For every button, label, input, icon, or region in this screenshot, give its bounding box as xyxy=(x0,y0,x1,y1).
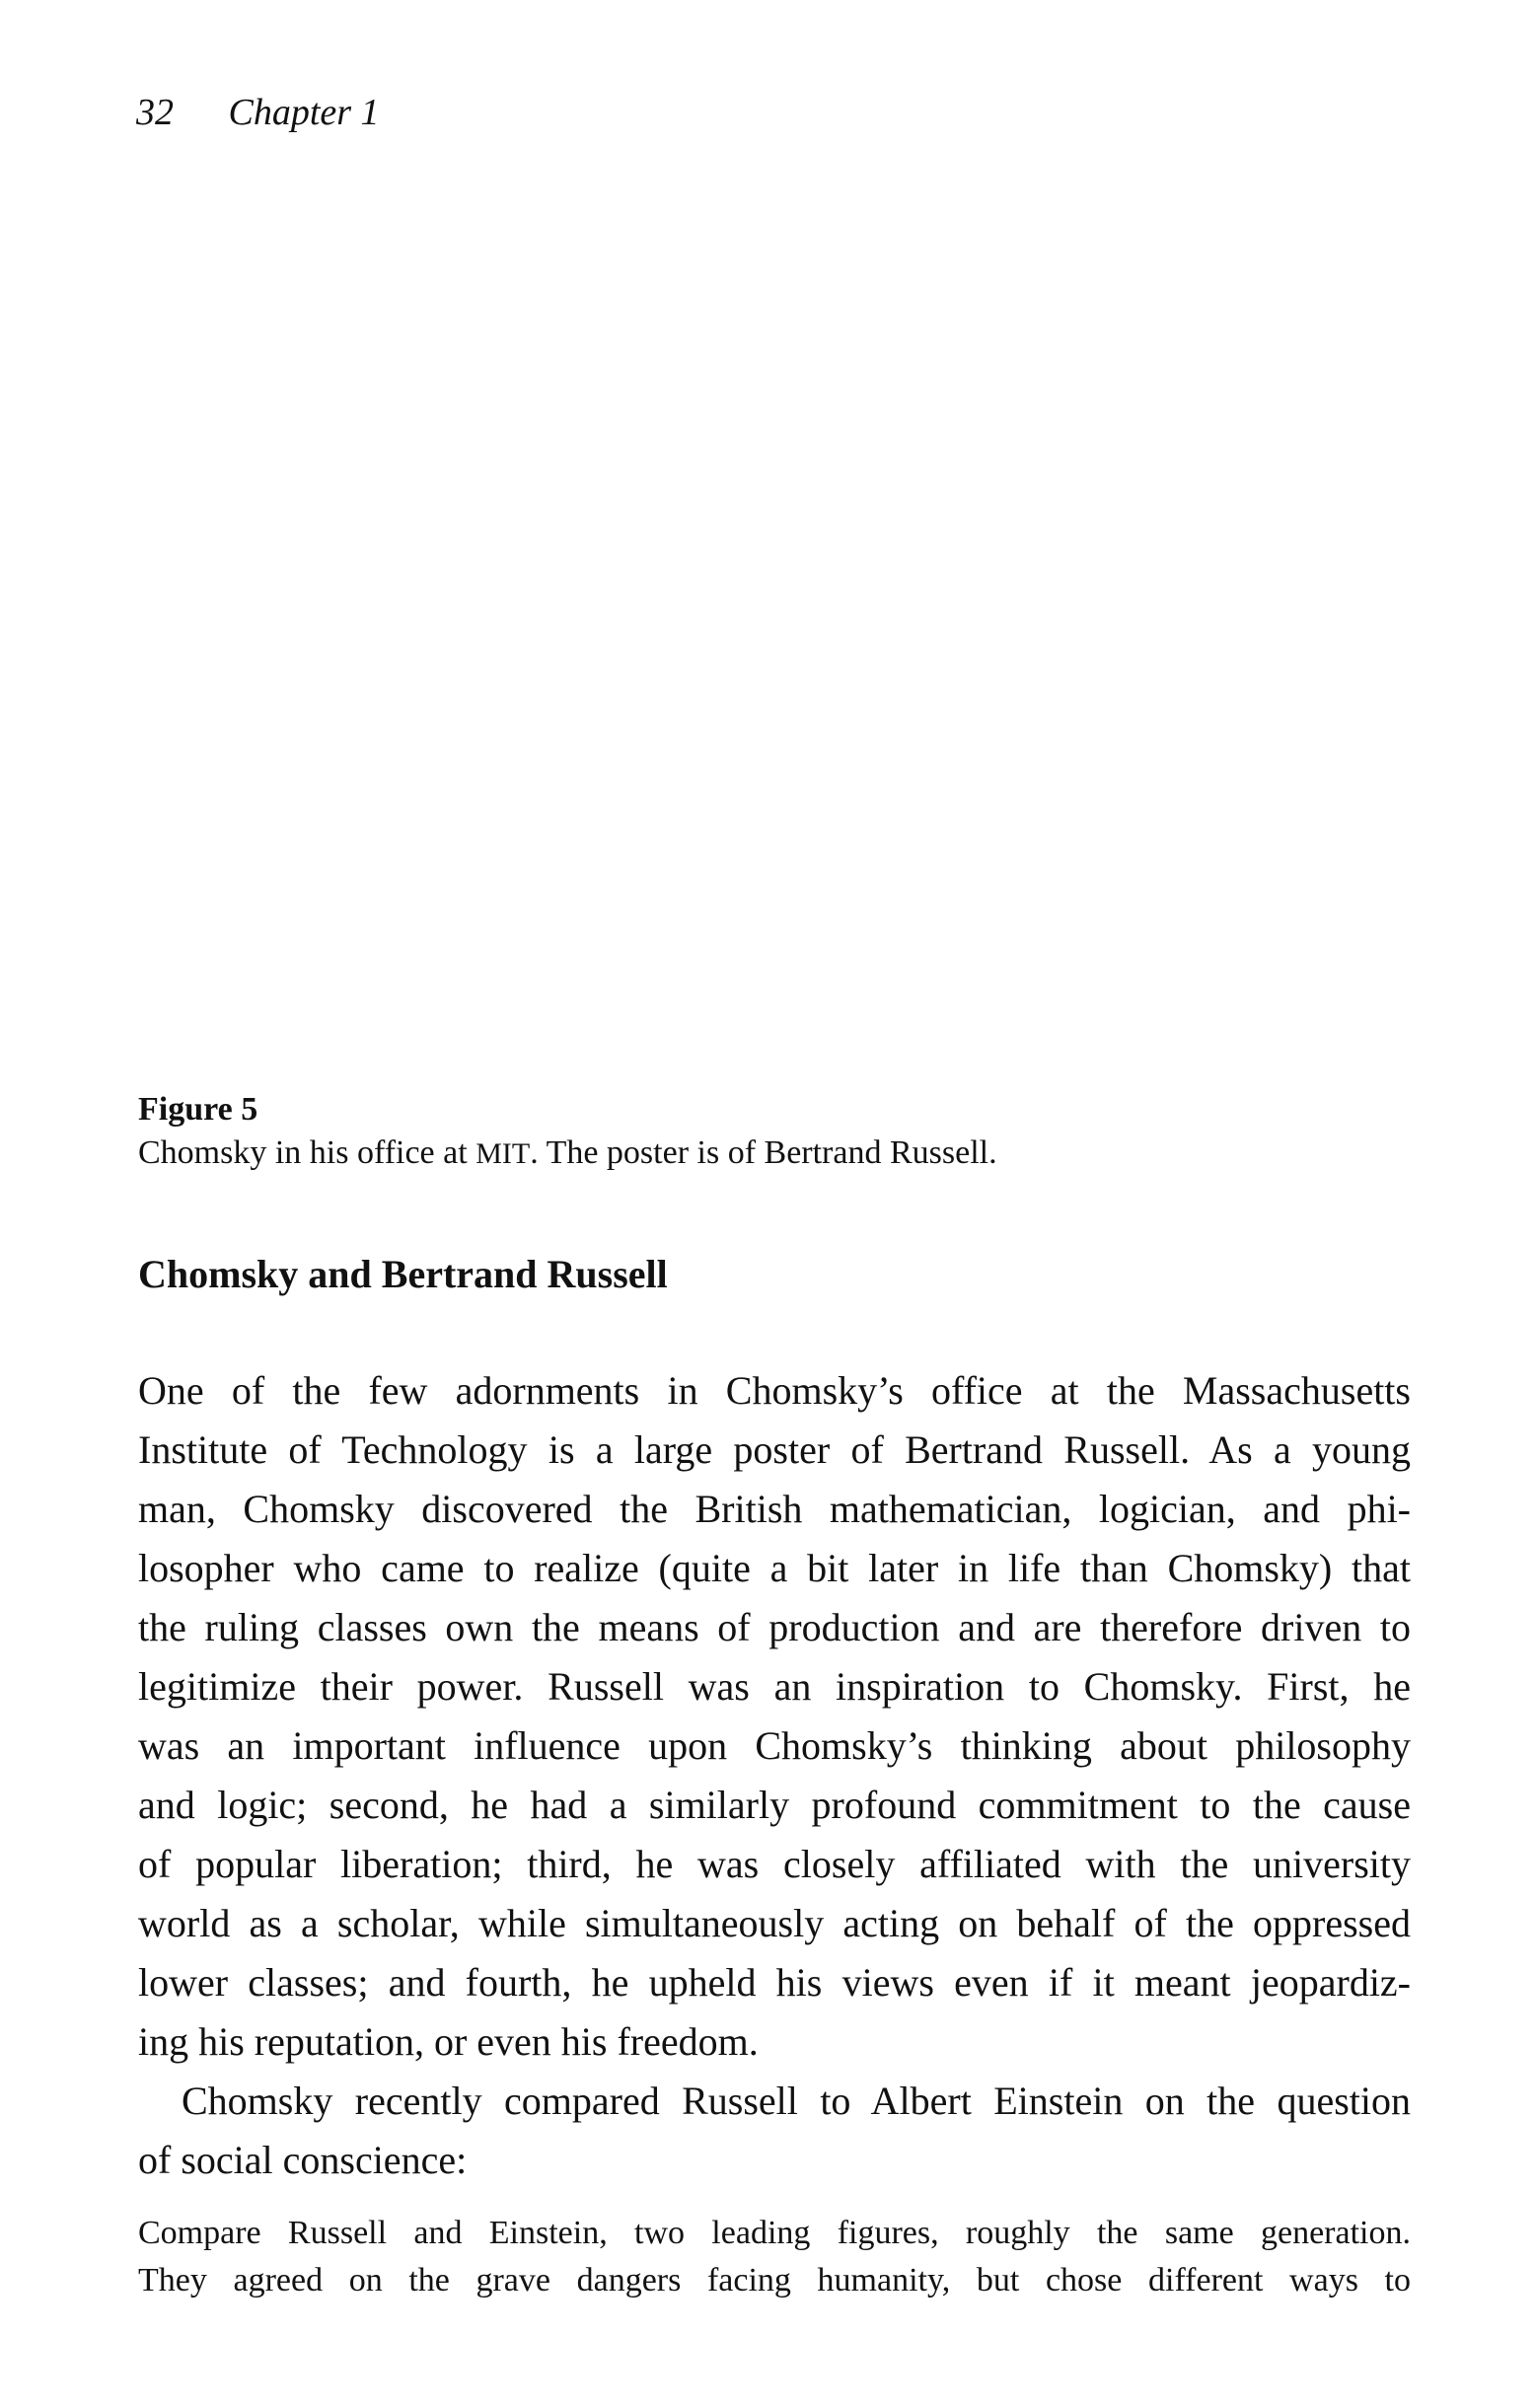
paragraph-line: of popular liberation; third, he was closely affiliated with the university xyxy=(138,1842,1411,1886)
paragraph-line: ing his reputation, or even his freedom. xyxy=(138,2019,759,2064)
figure-caption xyxy=(138,1134,997,1172)
paragraph-line: and logic; second, he had a similarly profound commitment to the cause xyxy=(138,1783,1411,1827)
caption-text-end: . The poster is of Bertrand Russell. xyxy=(530,1134,997,1171)
caption-smallcaps: MIT xyxy=(475,1137,531,1170)
block-quote xyxy=(138,2210,1411,2304)
paragraph-line: was an important influence upon Chomsky’s thinking about philosophy xyxy=(138,1723,1411,1768)
paragraph-line: world as a scholar, while simultaneously acting on behalf of the oppressed xyxy=(138,1901,1411,1945)
figure-image-area xyxy=(136,158,1409,1065)
caption-text-start: Chomsky in his office at xyxy=(138,1134,476,1171)
body-text xyxy=(138,1361,1411,2190)
running-head xyxy=(136,91,380,134)
section-heading: Chomsky and Bertrand Russell xyxy=(138,1252,668,1296)
chapter-title: Chapter 1 xyxy=(228,92,380,133)
paragraph-line: lower classes; and fourth, he upheld his views even if it meant jeopardiz- xyxy=(138,1960,1411,2005)
quote-line: They agreed on the grave dangers facing humanity, but chose different ways to xyxy=(138,2262,1411,2299)
paragraph-line: One of the few adornments in Chomsky’s office at the Massachusetts xyxy=(138,1368,1411,1413)
paragraph-line: legitimize their power. Russell was an inspiration to Chomsky. First, he xyxy=(138,1664,1411,1709)
paragraph-line: the ruling classes own the means of production and are therefore driven to xyxy=(138,1605,1411,1649)
page-number: 32 xyxy=(136,92,174,133)
figure-label: Figure 5 xyxy=(138,1091,258,1128)
quote-line: Compare Russell and Einstein, two leading figures, roughly the same generation. xyxy=(138,2215,1411,2251)
paragraph-line: man, Chomsky discovered the British mathematician, logician, and phi- xyxy=(138,1487,1411,1531)
paragraph-line: Institute of Technology is a large poster of Bertrand Russell. As a young xyxy=(138,1427,1411,1472)
paragraph-line: losopher who came to realize (quite a bit later in life than Chomsky) that xyxy=(138,1546,1411,1590)
paragraph-line: of social conscience: xyxy=(138,2138,468,2182)
paragraph-line: Chomsky recently compared Russell to Albert Einstein on the question xyxy=(182,2079,1411,2123)
